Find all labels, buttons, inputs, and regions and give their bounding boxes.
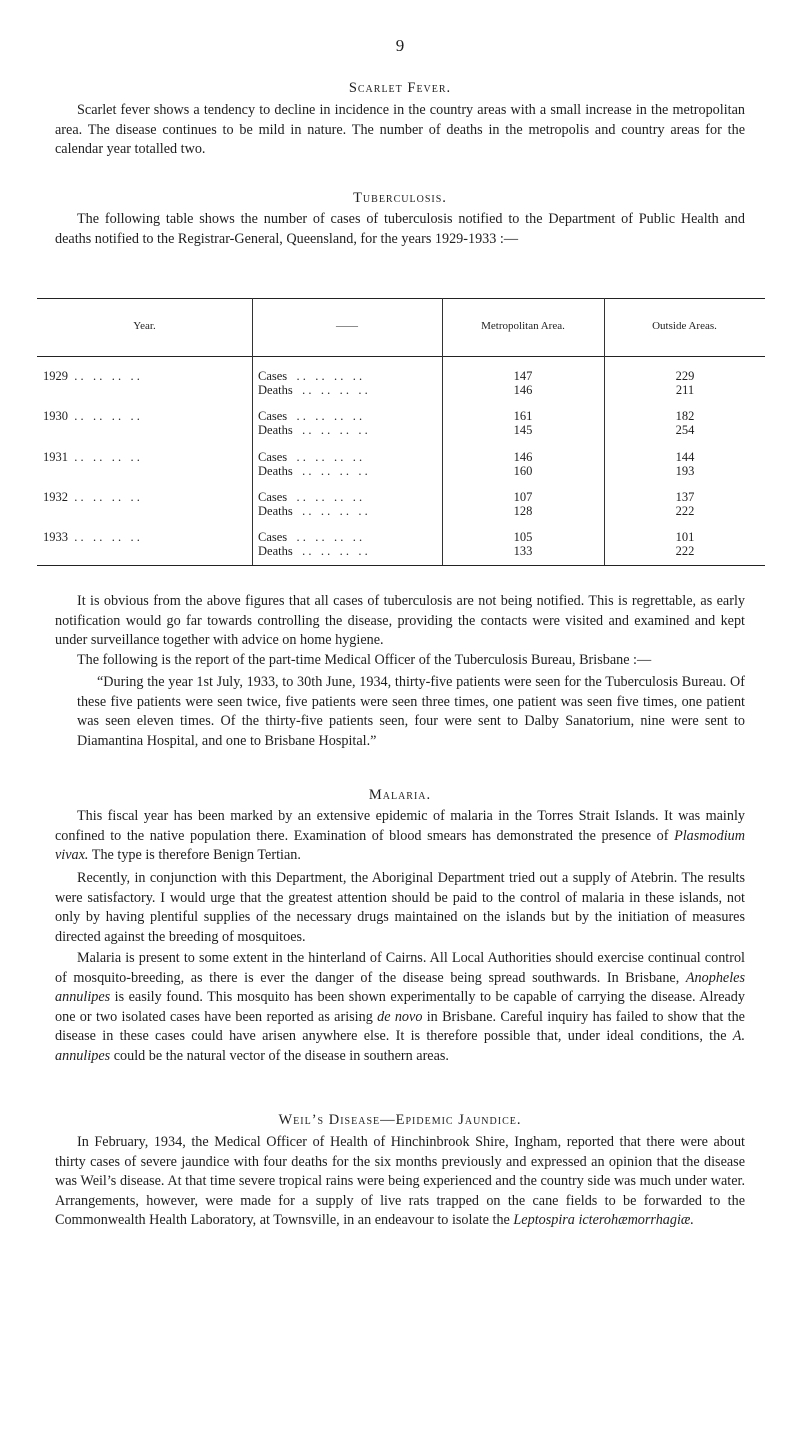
table-cell-outside-cases: 229 [675, 369, 695, 383]
tuberculosis-paragraph-2: The following is the report of the part-time Medical Officer of the Tuberculosis Bureau, Brisbane :— [77, 652, 652, 668]
table-cell-deaths-label: Deaths . . . . . . . . [258, 544, 368, 558]
table-cell-metro-cases: 147 [513, 369, 533, 383]
table-cell-outside-deaths: 254 [675, 423, 695, 437]
table-cell-year: 1930 . . . . . . . . [43, 409, 140, 423]
table-cell-outside-deaths: 211 [675, 383, 695, 397]
table-cell-year: 1933 . . . . . . . . [43, 530, 140, 544]
table-header-year: Year. [133, 320, 156, 332]
table-cell-metro-deaths: 160 [513, 464, 533, 478]
page-number: 9 [395, 36, 405, 55]
table-cell-year: 1931 . . . . . . . . [43, 450, 140, 464]
malaria-paragraph-3: Malaria is present to some extent in the hinterland of Cairns. All Local Authorities should exercise continual control of mosquito-breeding, as there is ever the danger of the disease being spread southwards. In Brisbane, Anopheles annulipes is easily found. This mosquito has been shown experimentally to be capable of carrying the disease. Already one or two isolated cases have been reported as arising de novo in Brisbane. Careful inquiry has failed to show that the disease in these cases could have arisen anywhere else. It is therefore possible that, under ideal conditions, the A. annulipes could be the natural vector of the disease in southern areas. [55, 950, 745, 1064]
table-cell-cases-label: Cases . . . . . . . . [258, 490, 363, 504]
table-cell-cases-label: Cases . . . . . . . . [258, 369, 363, 383]
table-cell-outside-cases: 144 [675, 450, 695, 464]
table-cell-metro-deaths: 128 [513, 504, 533, 518]
scarlet-fever-heading: Scarlet Fever. [348, 80, 452, 96]
tuberculosis-table [37, 298, 765, 568]
table-cell-cases-label: Cases . . . . . . . . [258, 450, 363, 464]
table-cell-metro-deaths: 146 [513, 383, 533, 397]
tuberculosis-paragraph-1: It is obvious from the above figures that all cases of tuberculosis are not being notified. This is regrettable, as early notification would go far towards controlling the disease, providing the contacts were visited and examined and kept under surveillance together with advice on home hygiene. [55, 593, 745, 648]
table-cell-cases-label: Cases . . . . . . . . [258, 409, 363, 423]
table-cell-metro-cases: 146 [513, 450, 533, 464]
table-header-rule [37, 356, 765, 357]
table-cell-metro-deaths: 145 [513, 423, 533, 437]
table-cell-outside-deaths: 222 [675, 504, 695, 518]
malaria-paragraph-1: This fiscal year has been marked by an extensive epidemic of malaria in the Torres Strait Islands. It was mainly confined to the native population there. Examination of blood smears has demonstrated the presence of Plasmodium vivax. The type is therefore Benign Tertian. [55, 808, 745, 863]
table-header-outside: Outside Areas. [652, 320, 717, 332]
table-column-divider [604, 298, 605, 565]
table-header-metropolitan: Metropolitan Area. [481, 320, 565, 332]
table-cell-deaths-label: Deaths . . . . . . . . [258, 423, 368, 437]
table-cell-deaths-label: Deaths . . . . . . . . [258, 504, 368, 518]
scarlet-fever-paragraph: Scarlet fever shows a tendency to decline in incidence in the country areas with a small increase in the metropolitan area. The disease continues to be mild in nature. The number of deaths in the metropolis and country areas for the calendar year totalled two. [55, 102, 745, 157]
table-cell-deaths-label: Deaths . . . . . . . . [258, 383, 368, 397]
table-cell-outside-cases: 137 [675, 490, 695, 504]
table-cell-outside-deaths: 193 [675, 464, 695, 478]
table-top-rule [37, 298, 765, 299]
table-cell-metro-cases: 105 [513, 530, 533, 544]
table-cell-deaths-label: Deaths . . . . . . . . [258, 464, 368, 478]
table-cell-outside-deaths: 222 [675, 544, 695, 558]
table-bottom-rule [37, 565, 765, 566]
table-cell-cases-label: Cases . . . . . . . . [258, 530, 363, 544]
weils-disease-heading: Weil’s Disease—Epidemic Jaundice. [278, 1112, 522, 1128]
table-cell-year: 1932 . . . . . . . . [43, 490, 140, 504]
table-cell-outside-cases: 182 [675, 409, 695, 423]
table-cell-outside-cases: 101 [675, 530, 695, 544]
table-cell-year: 1929 . . . . . . . . [43, 369, 140, 383]
tuberculosis-heading: Tuberculosis. [353, 190, 447, 206]
weils-disease-paragraph: In February, 1934, the Medical Officer of Health of Hinchinbrook Shire, Ingham, reported that there were about thirty cases of severe jaundice with four deaths for the six months previously and expressed an opinion that the disease was Weil’s disease. At that time severe tropical rains were being experienced and the country side was much under water. Arrangements, however, were made for a supply of live rats trapped on the cane fields to be forwarded to the Commonwealth Health Laboratory, at Townsville, in an endeavour to isolate the Leptospira icterohæmorrhagiæ. [55, 1134, 745, 1228]
malaria-heading: Malaria. [368, 787, 432, 803]
table-column-divider [442, 298, 443, 565]
tuberculosis-bureau-quote: “During the year 1st July, 1933, to 30th June, 1934, thirty-five patients were seen for the Tuberculosis Bureau. Of these five patients were seen twice, five patients were seen three times, one patient was seen five times, one patient was seen eleven times. Of the thirty-five patients seen, four were sent to Dalby Sanatorium, nine were sent to Diamantina Hospital, and one to Brisbane Hospital.” [77, 674, 745, 749]
table-cell-metro-deaths: 133 [513, 544, 533, 558]
malaria-paragraph-2: Recently, in conjunction with this Department, the Aboriginal Department tried out a supply of Atebrin. The results were satisfactory. I would urge that the greatest attention should be paid to the control of malaria in these islands, not only by having plentiful supplies of the necessary drugs maintained on the islands but by the initiation of measures directed against the breeding of mosquitoes. [55, 870, 745, 945]
table-header-blank: —— [336, 320, 358, 332]
table-column-divider [252, 298, 253, 565]
table-cell-metro-cases: 107 [513, 490, 533, 504]
tuberculosis-intro: The following table shows the number of cases of tuberculosis notified to the Department of Public Health and deaths notified to the Registrar-General, Queensland, for the years 1929-1933 :— [55, 211, 745, 247]
table-cell-metro-cases: 161 [513, 409, 533, 423]
